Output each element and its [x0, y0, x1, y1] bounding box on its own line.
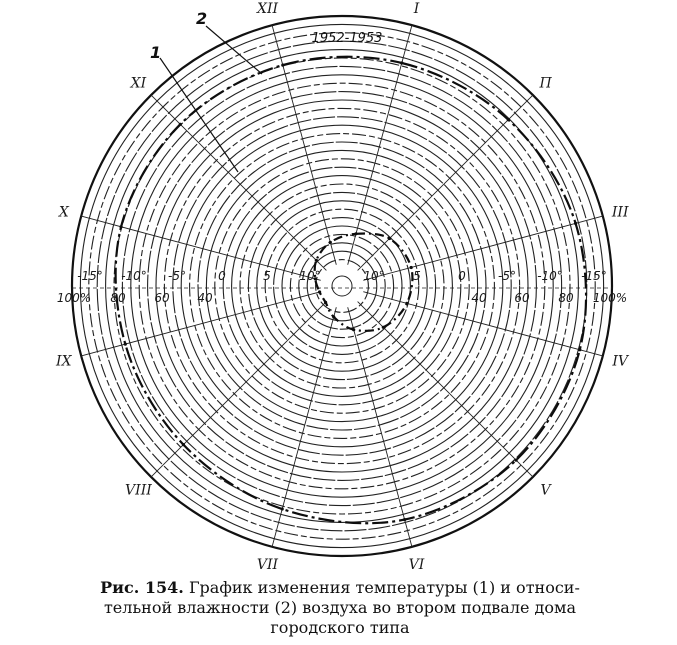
series-1-point-XII	[329, 241, 332, 244]
month-label-V: V	[540, 482, 551, 499]
temp-tick-left: -5°	[168, 269, 186, 283]
humidity-tick-left: 80	[110, 291, 126, 305]
humidity-tick-left: 100%	[56, 291, 92, 305]
temp-tick-right: -5°	[498, 269, 516, 283]
caption-line-1	[40, 578, 640, 598]
series-1-point-VII	[332, 315, 335, 318]
caption-line-3: городского типа	[270, 618, 410, 637]
curve-1-label: 1	[150, 43, 162, 62]
month-labels	[55, 1, 630, 573]
series-1-point-I	[354, 232, 357, 235]
temp-tick-right: -15°	[581, 269, 607, 283]
month-spokes	[72, 25, 612, 547]
month-label-I: I	[413, 0, 420, 17]
temp-tick-right: 5	[413, 269, 421, 283]
temp-tick-right: -10°	[537, 269, 563, 283]
series-2-point-III	[574, 222, 577, 225]
humidity-tick-right: 60	[514, 291, 530, 305]
month-label-IX: IX	[56, 353, 72, 370]
month-label-II: Π	[539, 75, 552, 92]
series-2-point-XI	[179, 123, 182, 126]
temp-tick-left: 5	[263, 269, 271, 283]
series-2-point-VII	[281, 507, 284, 510]
series-1-point-II	[388, 237, 391, 240]
month-label-XI: XI	[130, 75, 147, 92]
series-1-point-IX	[318, 290, 321, 293]
month-label-III: III	[611, 204, 629, 221]
caption-line-2: тельной влажности (2) воздуха во втором подвале дома	[103, 598, 577, 617]
temp-tick-right: 10°	[363, 269, 385, 283]
month-label-IV: IV	[612, 353, 629, 370]
temp-tick-right: 0	[458, 269, 466, 283]
series-2-point-IV	[578, 348, 581, 351]
series-2-point-V	[515, 459, 518, 462]
center-ring	[332, 276, 352, 296]
series-1-point-V	[382, 326, 385, 329]
series-2-point-II	[507, 118, 510, 121]
figure-number: Рис. 154.	[100, 578, 184, 597]
humidity-tick-left: 60	[154, 291, 170, 305]
series-1-point-IV	[405, 302, 408, 305]
caption-text-1: График изменения температуры (1) и относи-	[188, 578, 580, 597]
series-2-point-I	[400, 61, 403, 64]
temp-tick-left: -15°	[77, 269, 103, 283]
scale-tick-labels	[57, 269, 627, 305]
series-1-point-XI	[315, 259, 318, 262]
figure-caption	[40, 578, 640, 638]
humidity-tick-right: 100%	[592, 291, 628, 305]
series-2-point-X	[120, 225, 123, 228]
month-label-VII: VII	[256, 557, 279, 574]
series-1-point-VI	[352, 328, 355, 331]
month-label-VIII: VIII	[125, 482, 152, 499]
series-1-point-VIII	[324, 301, 327, 304]
temp-tick-left: -10°	[121, 269, 147, 283]
humidity-tick-right: 40	[471, 291, 487, 305]
year-label: 1952-1953	[311, 31, 383, 46]
month-label-X: X	[58, 204, 69, 221]
temp-tick-left: 0	[218, 269, 226, 283]
month-label-XII: XII	[256, 0, 279, 17]
curve-2-label: 2	[196, 9, 208, 28]
series-2-point-XII	[281, 64, 284, 67]
month-label-VI: VI	[408, 557, 425, 574]
humidity-tick-right: 80	[558, 291, 574, 305]
humidity-tick-left: 40	[197, 291, 213, 305]
series-2-point-VI	[403, 518, 406, 521]
series-2-point-VIII	[182, 443, 185, 446]
temp-tick-left: 10°	[299, 269, 321, 283]
series-2-point-IX	[124, 343, 127, 346]
